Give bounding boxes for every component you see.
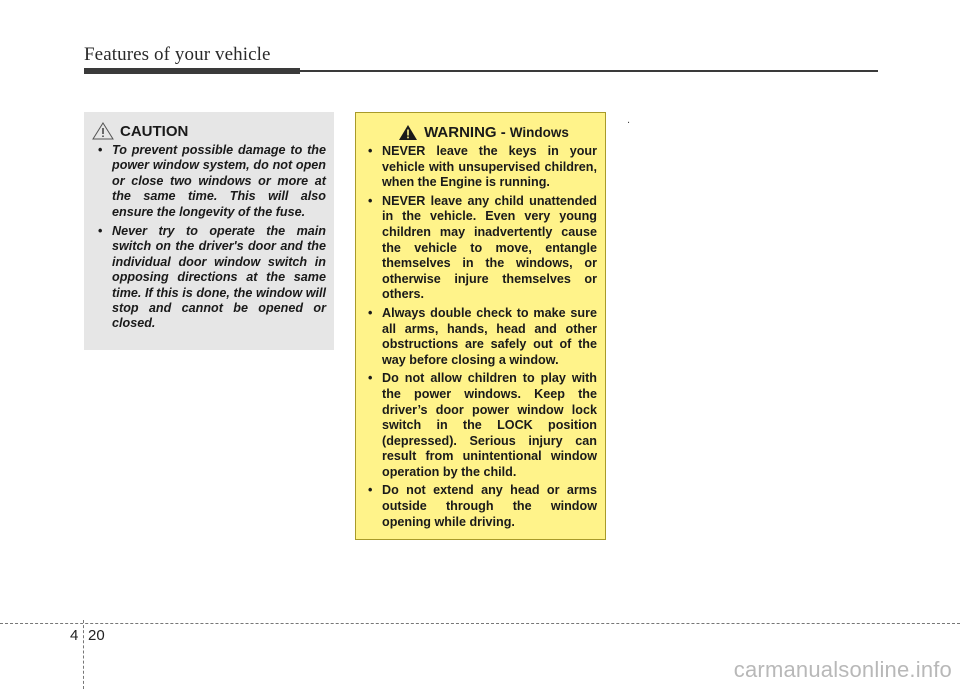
bullet-icon: •: [368, 193, 373, 208]
caution-item: [94, 224, 326, 332]
warning-item: [364, 371, 597, 480]
bullet-icon: •: [98, 224, 103, 239]
caution-list: [94, 143, 326, 332]
caution-item-text: To prevent possible damage to the power window system, do not open or close two windows or more at the same time. This will also ensure the longevity of the fuse.: [112, 143, 326, 219]
watermark: carmanualsonline.info: [733, 657, 952, 682]
warning-list: [364, 144, 597, 530]
warning-triangle-icon: [398, 124, 418, 141]
chapter-number: 4: [70, 627, 79, 644]
warning-item-text: NEVER leave the keys in your vehicle with unsupervised children, when the Engine is running.: [382, 144, 597, 190]
warning-title-text: WARNING -: [424, 124, 506, 141]
warning-item: [364, 483, 597, 530]
page-header-title: Features of your vehicle: [84, 44, 271, 65]
bullet-icon: •: [368, 371, 373, 386]
caution-box: [84, 112, 334, 350]
warning-subtitle-text: Windows: [509, 125, 569, 140]
caution-title: [92, 122, 326, 140]
warning-item: [364, 144, 597, 191]
caution-item-text: Never try to operate the main switch on the driver's door and the individual door window switch in opposing directions at the same time. If this is done, the window will stop and cannot be opened or closed.: [112, 224, 326, 331]
page-number: 20: [88, 627, 105, 644]
warning-item: [364, 306, 597, 368]
footer-vertical-divider: [83, 620, 84, 689]
warning-item-text: NEVER leave any child unattended in the vehicle. Even very young children may inadvertently cause the vehicle to move, entangle themselves in the windows, or otherwise injure themselves or others.: [382, 193, 597, 302]
bullet-icon: •: [368, 305, 373, 320]
header-rule-thin: [300, 70, 878, 72]
caution-triangle-icon: [92, 122, 114, 140]
warning-box: [355, 112, 606, 540]
header-rule-thick: [84, 68, 300, 74]
bullet-icon: •: [98, 143, 103, 157]
bullet-icon: •: [368, 483, 373, 498]
stray-mark: .: [627, 114, 631, 126]
warning-item-text: Always double check to make sure all arms, hands, head and other obstructions are safely out of the way before closing a window.: [382, 305, 597, 367]
warning-item: [364, 194, 597, 303]
warning-item-text: Do not extend any head or arms outside through the window opening while driving.: [382, 483, 597, 529]
bullet-icon: •: [368, 144, 373, 158]
footer-divider: [0, 623, 960, 624]
caution-item: [94, 143, 326, 220]
warning-title: [364, 124, 597, 141]
caution-title-text: CAUTION: [120, 122, 189, 140]
warning-item-text: Do not allow children to play with the power windows. Keep the driver’s door power window lock switch in the LOCK position (depressed). Serious injury can result from unintentional window operation by the child.: [382, 371, 597, 479]
